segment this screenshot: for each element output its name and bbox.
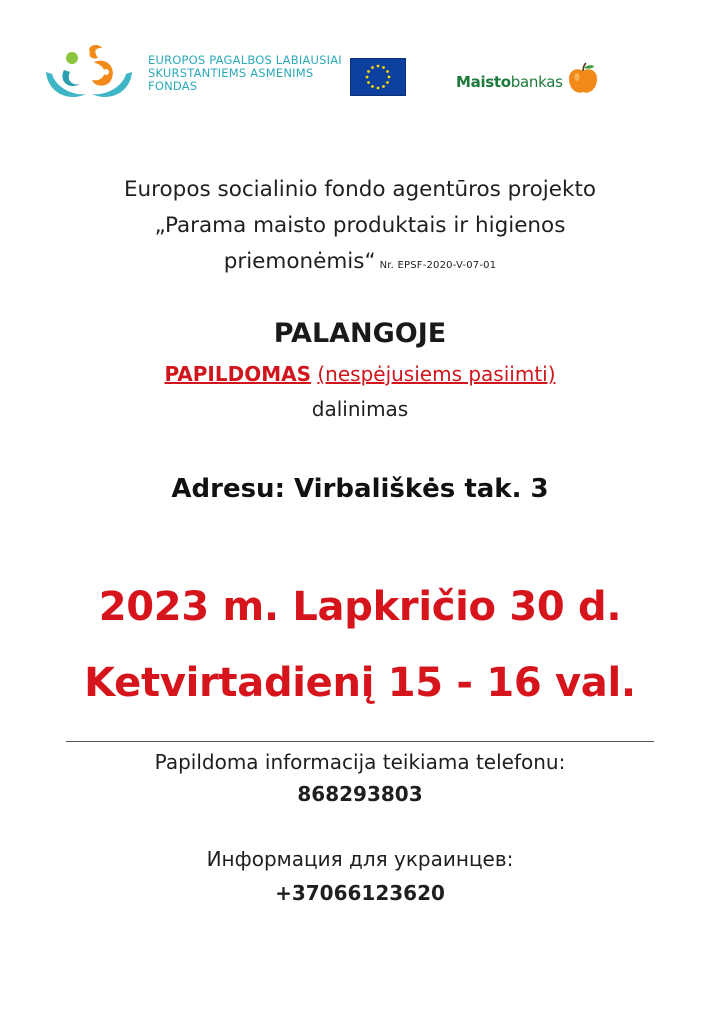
project-number: Nr. EPSF-2020-V-07-01 bbox=[379, 260, 497, 271]
intro-line: Europos socialinio fondo agentūros projekto bbox=[123, 177, 597, 202]
fund-name-line: FONDAS bbox=[148, 79, 198, 93]
fund-name bbox=[148, 54, 342, 93]
intro-line: priemonėmis“ bbox=[223, 249, 376, 274]
city-heading: PALANGOJE bbox=[273, 318, 447, 349]
extra-label: PAPILDOMAS bbox=[164, 362, 312, 386]
logo-header bbox=[0, 42, 720, 112]
address: Adresu: Virbališkės tak. 3 bbox=[171, 474, 549, 504]
event-time: Ketvirtadienį 15 - 16 val. bbox=[84, 660, 636, 706]
distribution-label: dalinimas bbox=[311, 397, 409, 421]
ua-label: Информация для украинцев: bbox=[206, 847, 514, 871]
fund-logo bbox=[40, 42, 138, 104]
fund-name-line: SKURSTANTIEMS ASMENIMS bbox=[148, 66, 314, 80]
divider bbox=[66, 741, 654, 742]
contact-info bbox=[0, 746, 720, 810]
project-intro bbox=[0, 172, 720, 284]
intro-line: „Parama maisto produktais ir higienos bbox=[154, 213, 566, 238]
event-date: 2023 m. Lapkričio 30 d. bbox=[98, 584, 622, 630]
foodbank-wordmark: Maistobankas bbox=[456, 73, 563, 91]
info-label: Papildoma informacija teikiama telefonu: bbox=[154, 750, 566, 774]
intro-line-with-number bbox=[0, 244, 720, 284]
fund-name-line: EUROPOS PAGALBOS LABIAUSIAI bbox=[148, 53, 342, 67]
eu-flag-icon bbox=[350, 58, 406, 96]
extra-note: (nespėjusiems pasiimti) bbox=[317, 362, 556, 386]
info-phone: 868293803 bbox=[297, 782, 423, 806]
apple-icon bbox=[566, 62, 600, 96]
ua-phone: +37066123620 bbox=[275, 881, 445, 905]
extra-distribution-note bbox=[0, 362, 720, 386]
ukrainian-contact bbox=[0, 842, 720, 910]
